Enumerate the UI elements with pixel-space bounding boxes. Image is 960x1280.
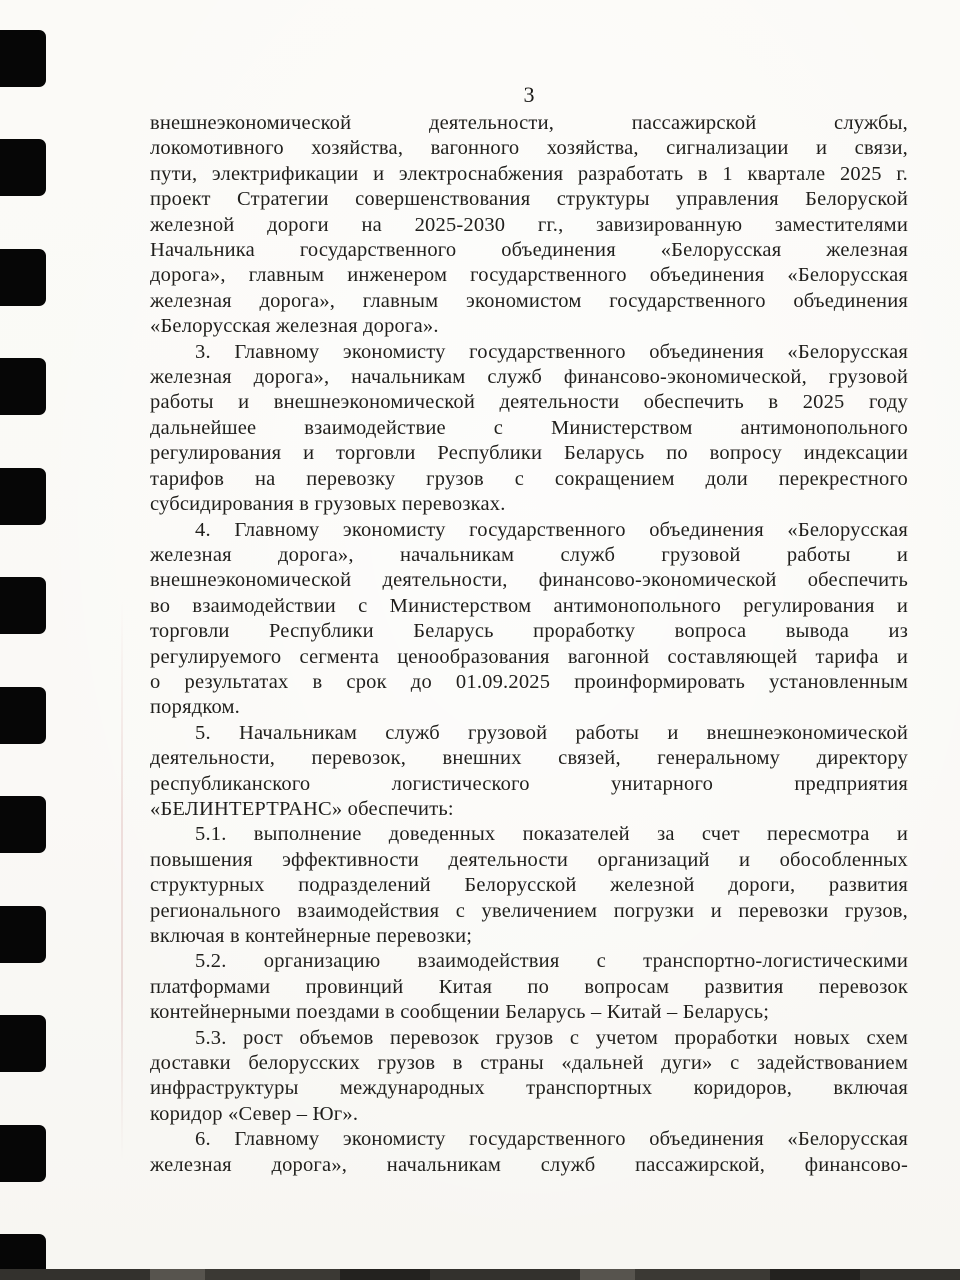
text-line: проект Стратегии совершенствования структуры управления Белоруской: [150, 188, 908, 211]
text-line: республиканского логистического унитарного предприятия: [150, 772, 908, 795]
scanner-edge-mark: [0, 358, 46, 415]
paragraph: [150, 1026, 908, 1128]
text-line: 4. Главному экономисту государственного объединения «Белорусская: [195, 518, 908, 541]
paragraph: [150, 949, 908, 1025]
text-line: торговли Республики Беларусь проработку вопроса вывода из: [150, 620, 908, 643]
scanner-edge-mark: [0, 796, 46, 853]
text-line: о результатах в срок до 01.09.2025 проинформировать установленным: [150, 670, 908, 693]
text-line: железная дорога», начальникам служб финансово-экономической, грузовой: [150, 366, 908, 389]
text-line: 5. Начальникам служб грузовой работы и внешнеэкономической: [195, 721, 908, 744]
page-number: 3: [523, 82, 535, 107]
text-line: порядком.: [150, 696, 241, 719]
scanner-edge-mark: [0, 30, 46, 87]
text-line: дальнейшее взаимодействие с Министерством антимонопольного: [150, 416, 908, 439]
scanner-edge-mark: [0, 906, 46, 963]
text-line: 5.2. организацию взаимодействия с транспортно-логистическими: [195, 950, 908, 973]
text-line: работы и внешнеэкономической деятельности обеспечить в 2025 году: [150, 391, 908, 414]
text-line: пути, электрификации и электроснабжения разработать в 1 квартале 2025 г.: [150, 162, 908, 185]
text-line: «БЕЛИНТЕРТРАНС» обеспечить:: [150, 797, 454, 820]
text-line: 6. Главному экономисту государственного объединения «Белорусская: [195, 1128, 908, 1151]
scanner-edge-mark: [0, 687, 46, 744]
text-line: инфраструктуры международных транспортных коридоров, включая: [150, 1077, 908, 1100]
text-line: деятельности, перевозок, внешних связей, генеральному директору: [150, 747, 908, 770]
text-line: локомотивного хозяйства, вагонного хозяйства, сигнализации и связи,: [150, 137, 908, 160]
paragraph: [150, 518, 908, 721]
scanner-edge-mark: [0, 249, 46, 306]
text-line: внешнеэкономической деятельности, финансово-экономической обеспечить: [150, 569, 908, 592]
paragraph: [150, 822, 908, 949]
text-line: регионального взаимодействия с увеличением погрузки и перевозки грузов,: [150, 899, 908, 922]
scan-crease-line: [121, 600, 123, 1160]
scanner-edge-mark: [0, 139, 46, 196]
text-line: 5.1. выполнение доведенных показателей за счет пересмотра и: [195, 823, 908, 846]
text-line: внешнеэкономической деятельности, пассажирской службы,: [150, 112, 908, 134]
text-line: 5.3. рост объемов перевозок грузов с учетом проработки новых схем: [195, 1026, 908, 1049]
text-line: «Белорусская железная дорога».: [150, 315, 439, 338]
text-line: 3. Главному экономисту государственного объединения «Белорусская: [195, 340, 908, 363]
paragraph: [150, 721, 908, 823]
text-line: железная дорога», начальникам служб грузовой работы и: [150, 543, 908, 566]
text-line: структурных подразделений Белорусской железной дороги, развития: [150, 874, 908, 897]
text-line: субсидирования в грузовых перевозках.: [150, 493, 506, 516]
text-line: железной дороги на 2025-2030 гг., завизированную заместителями: [150, 213, 908, 236]
text-line: во взаимодействии с Министерством антимонопольного регулирования и: [150, 594, 908, 617]
text-line: Начальника государственного объединения «Белорусская железная: [150, 239, 908, 262]
text-line: регулируемого сегмента ценообразования вагонной составляющей тарифа и: [150, 645, 908, 668]
text-line: контейнерными поездами в сообщении Беларусь – Китай – Беларусь;: [150, 1001, 770, 1024]
text-line: регулирования и торговли Республики Беларусь по вопросу индексации: [150, 442, 908, 465]
paragraph: [150, 340, 908, 518]
text-line: коридор «Север – Юг».: [150, 1102, 359, 1125]
paragraph: [150, 111, 908, 340]
text-line: включая в контейнерные перевозки;: [150, 925, 473, 947]
scanner-edge-mark: [0, 468, 46, 525]
paragraph: [150, 1127, 908, 1178]
document-text: [150, 111, 908, 1178]
scanner-edge-mark: [0, 577, 46, 634]
text-line: дорога», главным инженером государственного объединения «Белорусская: [150, 264, 908, 287]
text-line: повышения эффективности деятельности организаций и обособленных: [150, 848, 908, 871]
scanner-edge-mark: [0, 1125, 46, 1182]
scan-bottom-edge-strip: [0, 1269, 960, 1280]
text-line: железная дорога», начальникам служб пассажирской, финансово-: [150, 1153, 908, 1176]
scanner-edge-mark: [0, 1015, 46, 1072]
text-line: доставки белорусских грузов в страны «дальней дуги» с задействованием: [150, 1052, 908, 1075]
text-line: железная дорога», главным экономистом государственного объединения: [150, 289, 908, 312]
text-line: тарифов на перевозку грузов с сокращением доли перекрестного: [150, 467, 908, 490]
text-line: платформами провинций Китая по вопросам развития перевозок: [150, 975, 908, 998]
